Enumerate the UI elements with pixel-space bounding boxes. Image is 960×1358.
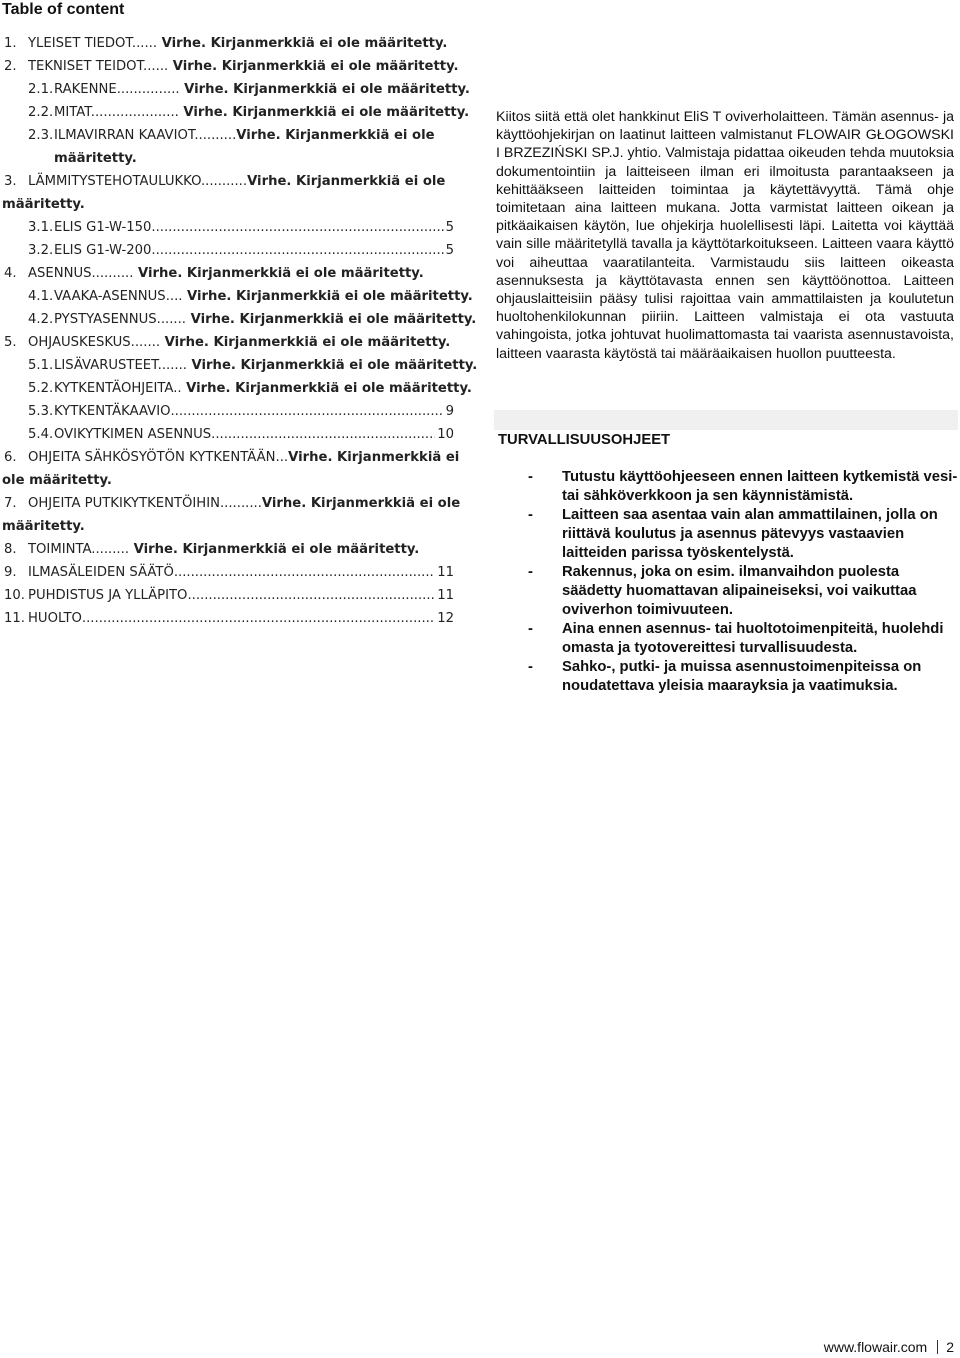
toc-entry[interactable] [0,492,461,515]
toc-entry-number: 7. [4,496,17,511]
page-number: 2 [946,1339,954,1355]
safety-item: - Tutustu käyttöohjeeseen ennen laitteen kytkemistä vesi- tai sähköverkkoon ja sen käynnistämistä. [528,469,958,504]
toc-entry[interactable] [0,377,472,400]
toc-error-text: Virhe. Kirjanmerkkiä ei ole määritetty. [181,381,472,396]
toc-entry[interactable] [0,354,478,377]
toc-entry-continuation: määritetty. [2,197,85,212]
toc-error-text: Virhe. Kirjanmerkkiä ei ole määritetty. [133,266,424,281]
toc-leader-dots: ...... [131,36,158,51]
toc-page-number: 5 [445,243,454,258]
toc-entry-label: OVIKYTKIMEN ASENNUS [54,427,212,442]
toc-leader-dots: ... [275,450,289,465]
toc-entry-number: 4. [4,266,17,281]
toc-entry[interactable] [0,446,458,469]
toc-entry[interactable] [0,308,477,331]
toc-entry-number: 5.2. [28,381,54,396]
toc-error-text: Virhe. Kirjanmerkkiä ei ole määritetty. [186,312,477,327]
toc-error-text: Virhe. Kirjanmerkkiä ei ole määritetty. [182,289,473,304]
toc-leader-dots [174,561,435,584]
toc-entry-number: 3.2. [28,243,54,258]
toc-entry[interactable] [0,423,458,446]
toc-leader-dots: .......... [91,266,134,281]
safety-title: TURVALLISUUSOHJEET [498,432,671,448]
toc-entry-label: VAAKA-ASENNUS [54,289,166,304]
toc-entry[interactable] [0,607,458,630]
safety-item: - Sahko-, putki- ja muissa asennustoimenpiteissa on noudatettava yleisia maarayksia ja vaatimuksia. [528,659,922,694]
toc-entry-number: 2.2. [28,105,54,120]
toc-leader-dots [151,216,443,239]
toc-leader-dots: .... [165,289,183,304]
toc-entry-number: 5.4. [28,427,54,442]
page-footer [824,1338,954,1356]
toc-error-text: Virhe. Kirjanmerkkiä ei ole määritetty. [157,36,448,51]
toc-error-text: Virhe. Kirjanmerkkiä ei ole [261,496,461,511]
toc-entry-label: OHJEITA PUTKIKYTKENTÖIHIN [28,496,220,511]
toc-entry-continuation: määritetty. [2,519,85,534]
toc-entry[interactable] [0,584,458,607]
safety-item: - Aina ennen asennus- tai huoltotoimenpiteitä, huolehdi omasta ja tyotovereittesi turvallisuudesta. [528,621,944,656]
toc-leader-dots [151,239,443,262]
toc-entry-label: TOIMINTA [28,542,92,557]
toc-page-number: 5 [445,220,454,235]
toc-entry-number: 4.1. [28,289,54,304]
safety-list [528,468,958,696]
toc-entry-number: 6. [4,450,17,465]
toc-entry[interactable] [0,262,458,285]
toc-entry[interactable] [0,78,470,101]
toc-entry-label: RAKENNE [54,82,117,97]
toc-leader-dots [170,400,443,423]
toc-leader-dots [82,607,435,630]
toc-leader-dots [211,423,435,446]
intro-paragraph: Kiitos siitä että olet hankkinut EliS T oviverholaitteen. Tämän asennus- ja käyttöohjekirjan on laatinut laitteen valmistanut FLOWAIR GŁOGOWSKI I BRZEZIŃSKI SP.J. yhtio. Valmistaja pidattaa oikeuden tehda muutoksia dokumentointiin ja laitteiseen ilman eri ilmoitusta parantaakseen ja kehittääkseen laitteiden toimintaa ja käytettävyyttä. Tämä ohje toimitetaan aina laitteen mukana. Jotta varmistat laitteen oikean ja pitkäaikaisen käytön, lue ohjekirja huolellisesti läpi. Laitetta voi käyttää vain sille määritetyllä tavalla ja käyttötarkoitukseen. Laitteen vaara käyttö voi aiheuttaa vaaratilanteita. Varmistaudu siis laitteen oikeasta asennuksesta ja käyttötavasta ennen sen käyttöönottoa. Laitteen ohjauslaitteisiin pääsy tulisi rajoittaa vain ammattilaisten ja koulutetun huoltohenkilokunnan piiriin. Laitteen valmistaja ei ota vastuuta vahingoista, jotka johtuvat huolimattomasta tai vaarista asennustavoista, laitteen vaarasta käytöstä tai määräaikaisen huollon puutteesta. [496,109,954,362]
toc-entry-label: KYTKENTÄOHJEITA [54,381,174,396]
toc-entry-label: PYSTYASENNUS [54,312,157,327]
toc-entry-label: ELIS G1-W-150 [54,220,152,235]
toc-error-text: Virhe. Kirjanmerkkiä ei ole [236,128,435,143]
toc-entry-label: KYTKENTÄKAAVIO [54,404,171,419]
toc-entry-number: 1. [4,36,17,51]
toc-entry-label: LISÄVARUSTEET [54,358,158,373]
toc-entry-label: ILMASÄLEIDEN SÄÄTÖ [28,565,174,580]
safety-item: - Laitteen saa asentaa vain alan ammattilainen, jolla on riittävä koulutus ja asennus pätevyys vastaavien laitteiden parissa työskentelystä. [528,507,938,561]
toc-leader-dots: ....... [157,358,187,373]
toc-error-text: Virhe. Kirjanmerkkiä ei [288,450,460,465]
toc-entry[interactable] [0,400,458,423]
toc-leader-dots: ......... [91,542,130,557]
toc-leader-dots: ....... [130,335,161,350]
toc-entry-number: 5.1. [28,358,54,373]
toc-entry[interactable] [0,124,458,147]
toc-error-text: Virhe. Kirjanmerkkiä ei ole määritetty. [129,542,420,557]
toc-entry-label: PUHDISTUS JA YLLÄPITO [28,588,188,603]
section-header-bar [494,410,958,430]
toc-entry[interactable] [0,239,458,262]
toc-entry[interactable] [0,538,458,561]
toc-leader-dots: .......... [219,496,262,511]
toc-entry[interactable] [0,32,458,55]
toc-entry-continuation: määritetty. [54,151,137,166]
toc-entry-label: ILMAVIRRAN KAAVIOT [54,128,195,143]
toc-entry[interactable] [0,331,458,354]
toc-entry-label: TEKNISET TEIDOT [28,59,144,74]
toc-entry-number: 8. [4,542,17,557]
toc-entry-label: OHJAUSKESKUS [28,335,131,350]
toc-leader-dots: ........... [200,174,248,189]
toc-page-number: 11 [437,588,454,603]
toc-error-text: Virhe. Kirjanmerkkiä ei ole määritetty. [178,105,470,120]
toc-entry[interactable] [0,55,458,78]
toc-entry-number: 3.1. [28,220,54,235]
toc-entry-label: LÄMMITYSTEHOTAULUKKO [28,174,201,189]
toc-entry-label: YLEISET TIEDOT [28,36,132,51]
toc-entry[interactable] [0,170,458,193]
safety-item: - Rakennus, joka on esim. ilmanvaihdon puolesta säädetty huomattavan alipaineiseksi, voi vaikuttaa oviverhon toimivuuteen. [528,564,917,618]
toc-leader-dots: .. [173,381,182,396]
toc-entry-number: 2.3. [28,128,54,143]
toc-entry[interactable] [0,216,458,239]
toc-entry[interactable] [0,561,458,584]
toc-error-text: Virhe. Kirjanmerkkiä ei ole määritetty. [160,335,451,350]
toc-entry-number: 10. [4,588,25,603]
toc-leader-dots: ............... [116,82,180,97]
toc-error-text: Virhe. Kirjanmerkkiä ei ole määritetty. [179,82,470,97]
toc-entry-number: 9. [4,565,17,580]
toc-entry-number: 5. [4,335,17,350]
footer-divider [937,1340,938,1354]
toc-page-number: 10 [437,427,454,442]
toc-page-number: 9 [445,404,454,419]
toc-page-number: 12 [437,611,454,626]
toc-leader-dots: ..................... [90,105,179,120]
toc-entry[interactable] [0,101,470,124]
toc-entry-number: 4.2. [28,312,54,327]
toc-error-text: Virhe. Kirjanmerkkiä ei ole määritetty. [186,358,478,373]
toc-leader-dots [187,584,435,607]
table-of-contents [0,32,478,630]
footer-url[interactable]: www.flowair.com [823,1339,928,1355]
toc-leader-dots: .......... [194,128,237,143]
toc-entry-label: OHJEITA SÄHKÖSYÖTÖN KYTKENTÄÄN [28,450,276,465]
toc-page-number: 11 [437,565,454,580]
toc-entry-label: ASENNUS [28,266,92,281]
toc-entry-number: 2. [4,59,17,74]
toc-entry-number: 3. [4,174,17,189]
toc-leader-dots: ...... [143,59,169,74]
toc-entry[interactable] [0,285,473,308]
toc-entry-number: 11. [4,611,25,626]
toc-entry-number: 5.3. [28,404,54,419]
toc-entry-label: ELIS G1-W-200 [54,243,152,258]
toc-entry-label: HUOLTO [28,611,82,626]
toc-leader-dots: ....... [156,312,186,327]
toc-error-text: Virhe. Kirjanmerkkiä ei ole määritetty. [168,59,459,74]
toc-entry-number: 2.1. [28,82,54,97]
toc-error-text: Virhe. Kirjanmerkkiä ei ole [247,174,446,189]
toc-entry-continuation: ole määritetty. [2,473,112,488]
toc-entry-label: MITAT [54,105,91,120]
toc-title: Table of content [2,1,125,18]
